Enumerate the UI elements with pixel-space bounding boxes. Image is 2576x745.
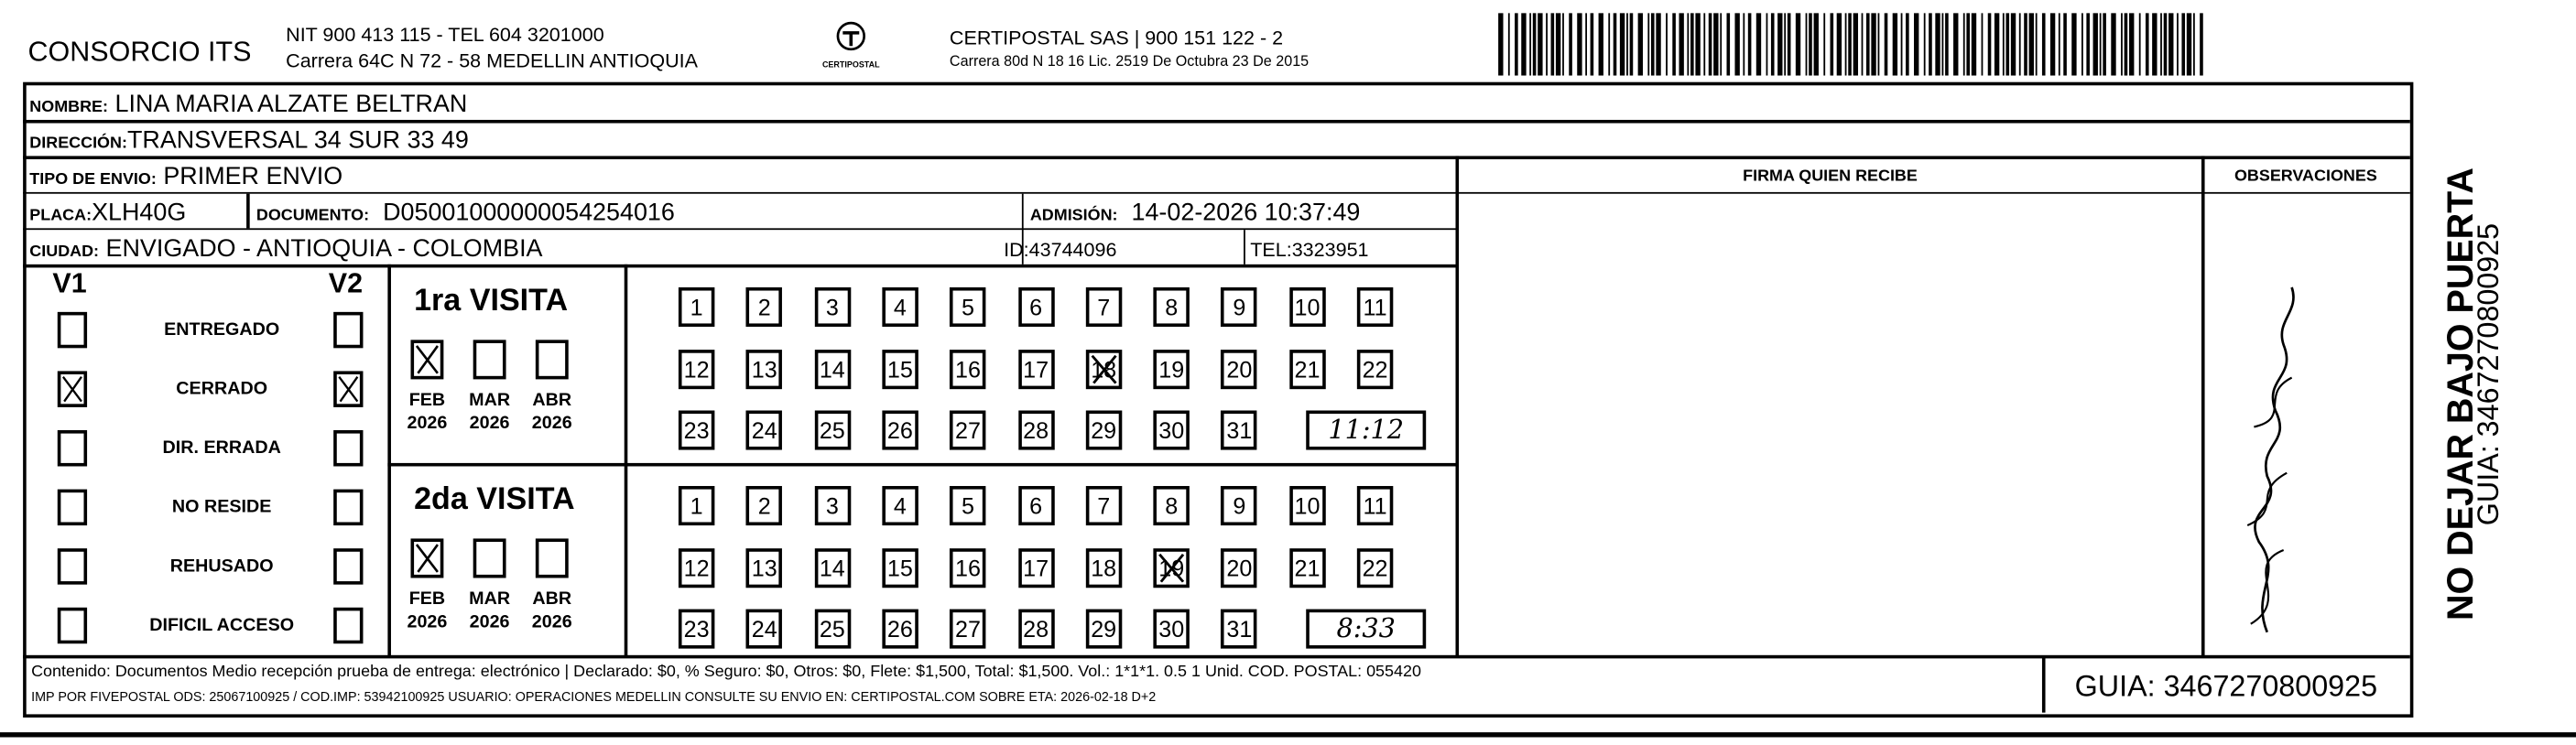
certipostal-logo: CERTIPOSTAL — [821, 20, 881, 71]
barcode-bar — [1901, 13, 1903, 75]
barcode-bar — [1823, 13, 1825, 75]
barcode-bar — [1796, 13, 1800, 75]
month-name: ABR — [532, 589, 572, 610]
barcode-bar — [1533, 13, 1537, 75]
v2-checkbox-cerrado[interactable] — [333, 371, 363, 406]
barcode-bar — [1982, 13, 1984, 75]
barcode-bar — [1538, 13, 1542, 75]
barcode-bar — [1720, 13, 1722, 75]
status-label: ENTREGADO — [164, 319, 280, 340]
barcode — [1498, 13, 2201, 75]
barcode-bar — [2125, 13, 2128, 75]
barcode-bar — [2093, 13, 2098, 75]
barcode-bar — [1845, 13, 1847, 75]
bottom-rule — [0, 732, 2576, 737]
barcode-bar — [1608, 13, 1610, 75]
tipo-value: PRIMER ENVIO — [163, 162, 343, 191]
day-box-1[interactable]: 1 — [679, 486, 714, 525]
month-name: MAR — [469, 589, 511, 610]
barcode-bar — [1766, 13, 1768, 75]
day-box-11[interactable]: 11 — [1357, 287, 1393, 327]
day-box-10[interactable]: 10 — [1289, 486, 1325, 525]
day-box-9[interactable]: 9 — [1222, 287, 1257, 327]
barcode-bar — [2003, 13, 2005, 75]
barcode-bar — [1529, 13, 1531, 75]
id-row: ID:43744096 — [1004, 238, 1117, 262]
barcode-bar — [2100, 13, 2102, 75]
v1-checkbox-dificil-acceso[interactable] — [58, 608, 87, 643]
day-box-20[interactable]: 20 — [1222, 547, 1257, 587]
status-label: DIFICIL ACCESO — [149, 615, 295, 636]
day-box-20[interactable]: 20 — [1222, 349, 1257, 388]
barcode-bar — [1935, 13, 1940, 75]
day-box-19[interactable]: 19 — [1154, 547, 1190, 587]
day-box-23[interactable]: 23 — [679, 411, 714, 450]
day-box-17[interactable]: 17 — [1017, 349, 1053, 388]
barcode-bar — [1521, 13, 1526, 75]
day-box-24[interactable]: 24 — [746, 411, 782, 450]
day-box-4[interactable]: 4 — [882, 486, 918, 525]
barcode-bar — [1777, 13, 1782, 75]
barcode-bar — [1562, 13, 1564, 75]
admision-row: ADMISIÓN: 14-02-2026 10:37:49 — [1029, 199, 1361, 227]
barcode-bar — [2063, 13, 2067, 75]
barcode-bar — [2024, 13, 2027, 75]
barcode-bar — [1885, 13, 1888, 75]
v1-checkbox-no-reside[interactable] — [58, 490, 87, 525]
day-box-23[interactable]: 23 — [679, 610, 714, 649]
day-box-4[interactable]: 4 — [882, 287, 918, 327]
barcode-bar — [2081, 13, 2083, 75]
month-name: FEB — [408, 390, 446, 411]
side-guia: GUIA: 3467270800925 — [2472, 222, 2505, 526]
barcode-bar — [1756, 13, 1761, 75]
month-year: 2026 — [407, 414, 448, 434]
visit-time-box[interactable]: 8:33 — [1306, 610, 1426, 649]
day-box-26[interactable]: 26 — [882, 411, 918, 450]
barcode-bar — [2146, 13, 2149, 75]
placa-row: PLACA:XLH40G — [29, 199, 187, 227]
day-box-14[interactable]: 14 — [814, 349, 850, 388]
month-checkbox-abr[interactable] — [536, 538, 569, 578]
month-label — [460, 588, 519, 633]
barcode-bar — [1679, 13, 1683, 75]
carrier-line2: Carrera 80d N 18 16 Lic. 2519 De Octubra 23 De 2015 — [949, 52, 1310, 70]
day-box-7[interactable]: 7 — [1085, 486, 1121, 525]
month-checkbox-feb[interactable] — [411, 340, 444, 379]
status-label: REHUSADO — [169, 556, 274, 577]
documento-row: DOCUMENTO: D05001000000054254016 — [255, 199, 675, 227]
barcode-bar — [2050, 13, 2055, 75]
day-box-18[interactable]: 18 — [1085, 349, 1121, 388]
barcode-bar — [1988, 13, 1992, 75]
barcode-bar — [1626, 13, 1628, 75]
barcode-bar — [1569, 13, 1572, 75]
month-checkbox-abr[interactable] — [536, 340, 569, 379]
status-label: CERRADO — [176, 379, 268, 399]
barcode-bar — [1893, 13, 1897, 75]
status-label: DIR. ERRADA — [162, 437, 281, 459]
month-year: 2026 — [531, 414, 572, 434]
day-box-6[interactable]: 6 — [1017, 486, 1053, 525]
footer-guia: GUIA: 3467270800925 — [2074, 669, 2378, 703]
company-line1: NIT 900 413 115 - TEL 604 3201000 — [286, 23, 604, 47]
admision-value: 14-02-2026 10:37:49 — [1131, 199, 1361, 227]
day-box-1[interactable]: 1 — [679, 287, 714, 327]
day-box-3[interactable]: 3 — [814, 287, 850, 327]
handwritten-signature — [2218, 263, 2333, 641]
barcode-bar — [1963, 13, 1965, 75]
barcode-bar — [1814, 13, 1819, 75]
barcode-bar — [2103, 13, 2106, 75]
company-line2: Carrera 64C N 72 - 58 MEDELLIN ANTIOQUIA — [286, 49, 699, 72]
day-box-21[interactable]: 21 — [1289, 349, 1325, 388]
day-box-15[interactable]: 15 — [882, 547, 918, 587]
company-name: CONSORCIO ITS — [27, 36, 252, 68]
day-box-27[interactable]: 27 — [950, 411, 985, 450]
barcode-bar — [1734, 13, 1739, 75]
carrier-line1: CERTIPOSTAL SAS | 900 151 122 - 2 — [949, 26, 1284, 49]
v2-checkbox-dir-errada[interactable] — [333, 430, 363, 466]
month-name: ABR — [532, 390, 572, 411]
barcode-bar — [1953, 13, 1958, 75]
barcode-bar — [2139, 13, 2141, 75]
barcode-bar — [2029, 13, 2034, 75]
barcode-bar — [2168, 13, 2173, 75]
barcode-bar — [1647, 13, 1649, 75]
visit-title: 1ra VISITA — [414, 284, 569, 319]
barcode-bar — [2019, 13, 2021, 75]
barcode-bar — [1771, 13, 1775, 75]
barcode-bar — [1656, 13, 1660, 75]
month-label — [522, 588, 582, 633]
no-dejar-bajo-puerta: NO DEJAR BAJO PUERTA — [2440, 167, 2481, 621]
day-box-5[interactable]: 5 — [950, 287, 985, 327]
barcode-bar — [1853, 13, 1858, 75]
barcode-bar — [1929, 13, 1932, 75]
documento-value: D05001000000054254016 — [383, 199, 675, 227]
barcode-bar — [1556, 13, 1560, 75]
day-box-22[interactable]: 22 — [1357, 349, 1393, 388]
barcode-bar — [2187, 13, 2191, 75]
direccion-row: DIRECCIÓN:TRANSVERSAL 34 SUR 33 49 — [29, 126, 469, 155]
barcode-bar — [1837, 13, 1842, 75]
firma-header: FIRMA QUIEN RECIBE — [1743, 167, 1918, 186]
barcode-bar — [1945, 13, 1949, 75]
barcode-bar — [1966, 13, 1970, 75]
day-box-8[interactable]: 8 — [1154, 287, 1190, 327]
day-box-2[interactable]: 2 — [746, 486, 782, 525]
day-box-25[interactable]: 25 — [814, 610, 850, 649]
ciudad-row: CIUDAD: ENVIGADO - ANTIOQUIA - COLOMBIA — [29, 234, 543, 264]
barcode-bar — [2177, 13, 2179, 75]
month-checkbox-feb[interactable] — [411, 538, 444, 578]
month-label — [397, 588, 457, 633]
month-checkbox-mar[interactable] — [473, 340, 506, 379]
v2-checkbox-no-reside[interactable] — [333, 490, 363, 525]
barcode-bar — [2042, 13, 2046, 75]
day-box-10[interactable]: 10 — [1289, 287, 1325, 327]
barcode-bar — [2011, 13, 2016, 75]
day-box-7[interactable]: 7 — [1085, 287, 1121, 327]
day-box-31[interactable]: 31 — [1222, 411, 1257, 450]
barcode-bar — [2181, 13, 2185, 75]
month-year: 2026 — [469, 612, 510, 632]
barcode-bar — [1703, 13, 1705, 75]
barcode-bar — [1748, 13, 1752, 75]
observaciones-header: OBSERVACIONES — [2234, 167, 2377, 186]
day-box-15[interactable]: 15 — [882, 349, 918, 388]
day-box-24[interactable]: 24 — [746, 610, 782, 649]
barcode-bar — [1599, 13, 1603, 75]
barcode-bar — [2129, 13, 2134, 75]
barcode-bar — [1862, 13, 1864, 75]
barcode-bar — [2111, 13, 2115, 75]
day-box-21[interactable]: 21 — [1289, 547, 1325, 587]
barcode-bar — [1709, 13, 1712, 75]
month-year: 2026 — [531, 612, 572, 632]
footer-contents: Contenido: Documentos Medio recepción prueba de entrega: electrónico | Declarado: $0, % Seguro: $0, Otros: $0, Flete: $1,500, Total: $1,500. Vol.: 1*1*1. 0.5 1 Unid. COD. POSTAL: 055420 — [31, 663, 1421, 682]
month-label — [460, 389, 519, 435]
barcode-bar — [1784, 13, 1786, 75]
barcode-bar — [1743, 13, 1745, 75]
day-box-16[interactable]: 16 — [950, 547, 985, 587]
v1-header: V1 — [52, 267, 87, 299]
day-box-9[interactable]: 9 — [1222, 486, 1257, 525]
day-box-28[interactable]: 28 — [1017, 610, 1053, 649]
v1-checkbox-cerrado[interactable] — [58, 371, 87, 406]
v1-checkbox-entregado[interactable] — [58, 312, 87, 348]
day-box-3[interactable]: 3 — [814, 486, 850, 525]
month-name: FEB — [408, 589, 446, 610]
day-box-2[interactable]: 2 — [746, 287, 782, 327]
barcode-bar — [1809, 13, 1812, 75]
barcode-bar — [1695, 13, 1700, 75]
day-box-27[interactable]: 27 — [950, 610, 985, 649]
barcode-bar — [1871, 13, 1875, 75]
day-box-12[interactable]: 12 — [679, 349, 714, 388]
month-year: 2026 — [469, 414, 510, 434]
day-box-18[interactable]: 18 — [1085, 547, 1121, 587]
day-box-14[interactable]: 14 — [814, 547, 850, 587]
barcode-bar — [2005, 13, 2009, 75]
barcode-bar — [1690, 13, 1694, 75]
barcode-bar — [1515, 13, 1518, 75]
barcode-bar — [2193, 13, 2195, 75]
barcode-bar — [1906, 13, 1909, 75]
day-box-17[interactable]: 17 — [1017, 547, 1053, 587]
barcode-bar — [2160, 13, 2162, 75]
barcode-bar — [1866, 13, 1870, 75]
barcode-bar — [2086, 13, 2090, 75]
barcode-bar — [1914, 13, 1918, 75]
placa-value: XLH40G — [92, 199, 187, 227]
v2-checkbox-rehusado[interactable] — [333, 548, 363, 584]
day-box-19[interactable]: 19 — [1154, 349, 1190, 388]
barcode-bar — [1666, 13, 1668, 75]
v2-checkbox-dificil-acceso[interactable] — [333, 608, 363, 643]
barcode-bar — [1508, 13, 1510, 75]
barcode-bar — [1546, 13, 1548, 75]
visit-time-box[interactable]: 11:12 — [1306, 411, 1426, 450]
v2-checkbox-entregado[interactable] — [333, 312, 363, 348]
day-box-30[interactable]: 30 — [1154, 411, 1190, 450]
nombre-row: NOMBRE: LINA MARIA ALZATE BELTRAN — [29, 90, 468, 119]
barcode-bar — [1638, 13, 1643, 75]
barcode-bar — [1848, 13, 1852, 75]
day-box-30[interactable]: 30 — [1154, 610, 1190, 649]
barcode-bar — [2036, 13, 2038, 75]
barcode-bar — [1672, 13, 1676, 75]
barcode-bar — [1620, 13, 1625, 75]
v1-checkbox-rehusado[interactable] — [58, 548, 87, 584]
barcode-bar — [1630, 13, 1634, 75]
month-checkbox-mar[interactable] — [473, 538, 506, 578]
day-box-31[interactable]: 31 — [1222, 610, 1257, 649]
day-box-5[interactable]: 5 — [950, 486, 985, 525]
month-year: 2026 — [407, 612, 448, 632]
day-box-13[interactable]: 13 — [746, 349, 782, 388]
barcode-bar — [2071, 13, 2076, 75]
barcode-bar — [1788, 13, 1791, 75]
barcode-bar — [1577, 13, 1581, 75]
visit-title: 2da VISITA — [414, 482, 575, 518]
barcode-bar — [1806, 13, 1808, 75]
barcode-bar — [1726, 13, 1730, 75]
barcode-bar — [1614, 13, 1617, 75]
barcode-bar — [2059, 13, 2060, 75]
barcode-bar — [1994, 13, 1999, 75]
barcode-bar — [1591, 13, 1594, 75]
day-box-12[interactable]: 12 — [679, 547, 714, 587]
day-box-29[interactable]: 29 — [1085, 610, 1121, 649]
barcode-bar — [1972, 13, 1976, 75]
barcode-bar — [2152, 13, 2157, 75]
barcode-bar — [2200, 13, 2203, 75]
barcode-bar — [1831, 13, 1834, 75]
day-box-28[interactable]: 28 — [1017, 411, 1053, 450]
barcode-bar — [1651, 13, 1655, 75]
id-value: 43744096 — [1028, 238, 1117, 262]
v1-checkbox-dir-errada[interactable] — [58, 430, 87, 466]
barcode-bar — [1585, 13, 1587, 75]
tel-value: 3323951 — [1291, 238, 1369, 262]
day-box-6[interactable]: 6 — [1017, 287, 1053, 327]
day-box-29[interactable]: 29 — [1085, 411, 1121, 450]
day-box-22[interactable]: 22 — [1357, 547, 1393, 587]
day-box-11[interactable]: 11 — [1357, 486, 1393, 525]
barcode-bar — [1942, 13, 1944, 75]
direccion-value: TRANSVERSAL 34 SUR 33 49 — [126, 126, 469, 155]
barcode-bar — [1498, 13, 1503, 75]
month-label — [397, 389, 457, 435]
day-box-16[interactable]: 16 — [950, 349, 985, 388]
month-label — [522, 389, 582, 435]
footer-print-info: IMP POR FIVEPOSTAL ODS: 25067100925 / COD.IMP: 53942100925 USUARIO: OPERACIONES MEDELLIN CONSULTE SU ENVIO EN: CERTIPOSTAL.COM SOBRE ETA: 2026-02-18 D+2 — [31, 689, 1157, 705]
barcode-bar — [1924, 13, 1926, 75]
month-name: MAR — [469, 390, 511, 411]
barcode-bar — [1713, 13, 1718, 75]
day-box-26[interactable]: 26 — [882, 610, 918, 649]
day-box-8[interactable]: 8 — [1154, 486, 1190, 525]
ciudad-value: ENVIGADO - ANTIOQUIA - COLOMBIA — [105, 234, 543, 264]
barcode-bar — [2121, 13, 2123, 75]
status-label: NO RESIDE — [171, 497, 272, 518]
v2-header: V2 — [328, 267, 364, 299]
day-box-13[interactable]: 13 — [746, 547, 782, 587]
day-box-25[interactable]: 25 — [814, 411, 850, 450]
barcode-bar — [2164, 13, 2168, 75]
tipo-row: TIPO DE ENVIO: PRIMER ENVIO — [29, 162, 343, 191]
barcode-bar — [1687, 13, 1689, 75]
barcode-bar — [1551, 13, 1555, 75]
nombre-value: LINA MARIA ALZATE BELTRAN — [114, 90, 468, 119]
tel-row: TEL:3323951 — [1250, 238, 1369, 262]
barcode-bar — [1878, 13, 1880, 75]
